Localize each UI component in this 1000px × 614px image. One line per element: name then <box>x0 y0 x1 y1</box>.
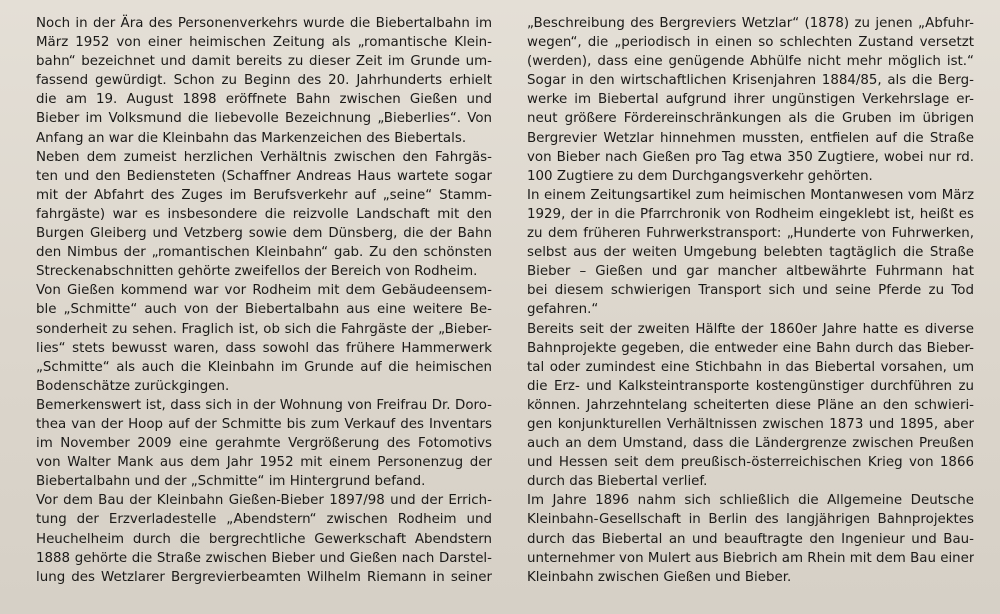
left-column-line: im November 2009 eine gerahmte Vergrößerung des Fotomotivs <box>36 436 492 452</box>
right-column-line: bei diesem schwierigen Transport sich und seine Pferde zu Tod <box>527 283 974 299</box>
right-column-line: selbst aus der weiten Umgebung belebten tagtäglich die Straße <box>527 245 974 261</box>
right-column-line: Bereits seit der zweiten Hälfte der 1860er Jahre hatte es diverse <box>527 321 974 337</box>
left-column-line: Biebertalbahn und der „Schmitte“ im Hintergrund befand. <box>36 474 426 490</box>
right-column-line: Kleinbahn zwischen Gießen und Bieber. <box>527 569 792 585</box>
right-text-column <box>527 14 974 587</box>
left-column-line: „Schmitte“ als auch die Kleinbahn im Grunde auf die heimischen <box>36 359 492 375</box>
left-column-line: ten und den Bediensteten (Schaffner Andreas Haus wartete sogar <box>36 168 492 184</box>
left-column-line: 1888 gehörte die Straße zwischen Bieber und Gießen nach Darstel- <box>36 550 492 566</box>
left-column-line: sonderheit zu sehen. Fraglich ist, ob sich die Fahrgäste der „Bieber- <box>36 321 492 337</box>
left-column-line: Bieber im Volksmund die liebevolle Bezeichnung „Bieberlies“. Von <box>36 111 492 127</box>
left-column-line: Noch in der Ära des Personenverkehrs wurde die Biebertalbahn im <box>36 16 492 31</box>
right-column-line: werke im Biebertal aufgrund ihrer ungünstigen Verkehrslage er- <box>527 92 974 108</box>
left-column-line: März 1952 von einer heimischen Zeitung als „romantische Klein- <box>36 35 492 51</box>
left-column-line: lung des Wetzlarer Bergrevierbeamten Wilhelm Riemann in seiner <box>36 569 492 585</box>
left-column-line: bahn“ bezeichnet und damit bereits zu dieser Zeit im Grunde um- <box>36 54 492 70</box>
left-column-line: von Walter Mank aus dem Jahr 1952 mit einem Personenzug der <box>36 455 492 471</box>
right-column-line: 100 Zugtiere zu dem Durchgangsverkehr gehörten. <box>527 168 873 184</box>
left-column-line: lies“ stets bewusst waren, dass sowohl das frühere Hammerwerk <box>36 340 492 356</box>
left-column-line: Von Gießen kommend war vor Rodheim mit dem Gebäudeensem- <box>36 283 492 299</box>
left-column-line: Bemerkenswert ist, dass sich in der Wohnung von Freifrau Dr. Doro- <box>36 397 492 413</box>
right-column-line: (werden), dass eine genügende Abhülfe nicht mehr möglich ist.“ <box>527 54 974 70</box>
right-column-line: tal oder zumindest eine Stichbahn in das Biebertal vorsahen, um <box>527 359 974 375</box>
right-column-line: neut größere Fördereinschränkungen als die Gruben im übrigen <box>527 111 974 127</box>
right-column-line: gen konjunkturellen Verhältnissen zwischen 1873 und 1895, aber <box>527 416 974 432</box>
right-column-line: durch das Biebertal verlief. <box>527 474 708 490</box>
right-column-line: wegen“, die „periodisch in einen so schlechten Zustand versetzt <box>527 35 974 51</box>
left-column-line: die am 19. August 1898 eröffnete Bahn zwischen Gießen und <box>36 92 492 108</box>
right-column-line: auch an dem Umstand, dass die Ländergrenze zwischen Preußen <box>527 436 974 452</box>
left-column-line: fassend gewürdigt. Schon zu Beginn des 20. Jahrhunderts erhielt <box>36 73 492 89</box>
right-column-line: Bieber – Gießen und gar mancher altbewährte Fuhrmann hat <box>527 264 974 280</box>
left-column-line: ble „Schmitte“ auch von der Biebertalbahn aus eine weitere Be- <box>36 302 492 318</box>
right-column-line: und Hessen seit dem preußisch-österreichischen Krieg von 1866 <box>527 455 974 471</box>
right-column-line: „Beschreibung des Bergreviers Wetzlar“ (1878) zu jenen „Abfuhr- <box>527 16 974 31</box>
left-column-line: Anfang an war die Kleinbahn das Markenzeichen des Biebertals. <box>36 130 467 146</box>
right-column-line: In einem Zeitungsartikel zum heimischen Montanwesen vom März <box>527 187 974 203</box>
right-column-line: durch das Biebertal an und beauftragte den Ingenieur und Bau- <box>527 531 974 547</box>
right-column-line: von Bieber nach Gießen pro Tag etwa 350 Zugtiere, wobei nur rd. <box>527 149 974 165</box>
right-column-line: können. Jahrzehntelang scheiterten diese Pläne an den schwieri- <box>527 397 974 413</box>
right-column-line: Im Jahre 1896 nahm sich schließlich die Allgemeine Deutsche <box>527 493 974 509</box>
right-column-line: Bergrevier Wetzlar hinnehmen mussten, entfielen auf die Straße <box>527 130 974 146</box>
left-column-line: den Nimbus der „romantischen Kleinbahn“ gab. Zu den schönsten <box>36 245 492 261</box>
left-column-line: Streckenabschnitten gehörte zweifellos der Bereich von Rodheim. <box>36 264 478 280</box>
right-column-line: unternehmer von Mulert aus Biebrich am Rhein mit dem Bau einer <box>527 550 974 566</box>
left-column-line: Vor dem Bau der Kleinbahn Gießen-Bieber 1897/98 und der Errich- <box>36 493 492 509</box>
left-column-line: Burgen Gleiberg und Vetzberg sowie dem Dünsberg, die der Bahn <box>36 226 492 242</box>
right-column-line: 1929, der in die Pfarrchronik von Rodheim eingeklebt ist, heißt es <box>527 206 974 222</box>
left-column-line: Neben dem zumeist herzlichen Verhältnis zwischen den Fahrgäs- <box>36 149 492 165</box>
left-column-line: tung der Erzverladestelle „Abendstern“ zwischen Rodheim und <box>36 512 492 528</box>
right-column-line: die Erz- und Kalksteintransporte kostengünstiger durchführen zu <box>527 378 974 394</box>
right-column-line: Kleinbahn-Gesellschaft in Berlin des langjährigen Bahnprojektes <box>527 512 974 528</box>
right-column-line: Bahnprojekte gegeben, die entweder eine Bahn durch das Bieber- <box>527 340 974 356</box>
left-column-line: fahrgäste) war es insbesondere die reizvolle Landschaft mit den <box>36 206 492 222</box>
left-text-column <box>36 14 492 587</box>
right-column-line: gefahren.“ <box>527 302 599 318</box>
left-column-line: Heuchelheim durch die bergrechtliche Gewerkschaft Abendstern <box>36 531 492 547</box>
left-column-line: mit der Abfahrt des Zuges im Berufsverkehr auf „seine“ Stamm- <box>36 187 492 203</box>
right-column-line: zu dem früheren Fuhrwerkstransport: „Hunderte von Fuhrwerken, <box>527 226 974 242</box>
right-column-line: Sogar in den wirtschaftlichen Krisenjahren 1884/85, als die Berg- <box>527 73 974 89</box>
left-column-line: Bodenschätze zurückgingen. <box>36 378 230 394</box>
left-column-line: thea van der Hoop auf der Schmitte bis zum Verkauf des Inventars <box>36 416 492 432</box>
